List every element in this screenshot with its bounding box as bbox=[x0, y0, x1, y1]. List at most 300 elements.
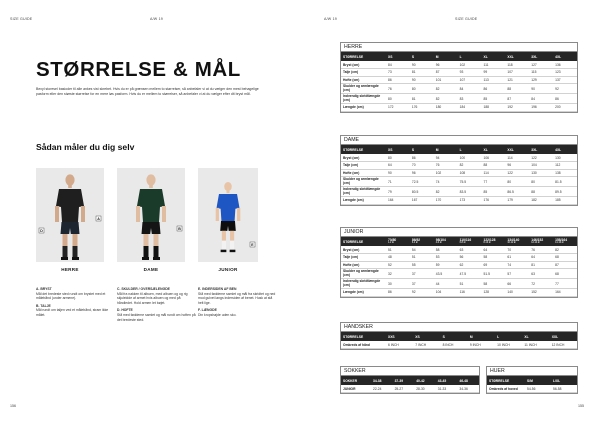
measure-heading: B. TALJE bbox=[36, 303, 51, 308]
measure-heading: F. LÆNGDE bbox=[198, 308, 217, 313]
row-label: JUNIOR bbox=[341, 385, 371, 393]
table-cell: 113 bbox=[482, 76, 506, 84]
table-cell: 128 bbox=[482, 289, 506, 297]
table-cell: 80 bbox=[410, 84, 434, 94]
table-cell: 51 bbox=[386, 246, 410, 254]
table-cell: 111 bbox=[482, 61, 506, 69]
measure-text: Din kropshøjde uden sko. bbox=[198, 312, 237, 317]
table-cell: 176 bbox=[482, 197, 506, 205]
table-hue bbox=[486, 366, 578, 394]
table-cell: 56 bbox=[458, 254, 482, 262]
table-cell: 100 bbox=[458, 154, 482, 162]
left-sock bbox=[222, 241, 226, 250]
column-header: 43-45 bbox=[436, 376, 458, 385]
table-cell: 81 bbox=[410, 94, 434, 104]
table-cell: 22-24 bbox=[371, 385, 393, 393]
table-cell: 54 bbox=[410, 246, 434, 254]
table-cell: 54-56 bbox=[525, 385, 551, 393]
measure-col-2 bbox=[117, 287, 197, 322]
column-header bbox=[410, 237, 434, 246]
column-header-age: 4-6 år bbox=[435, 242, 442, 245]
table-cell: 102 bbox=[458, 61, 482, 69]
left-shoe bbox=[221, 250, 227, 252]
row-label: Talje (cm) bbox=[341, 254, 386, 262]
shorts bbox=[220, 221, 236, 231]
table-cell: 164 bbox=[553, 289, 577, 297]
column-header-age: 10-12 år bbox=[507, 242, 516, 245]
table-cell: 44 bbox=[434, 279, 458, 289]
column-header: XXL bbox=[550, 332, 577, 341]
page-number-left: 156 bbox=[10, 404, 16, 408]
table-cell: 170 bbox=[434, 197, 458, 205]
how-to-measure-heading: Sådan måler du dig selv bbox=[36, 142, 135, 152]
right-arm bbox=[81, 206, 85, 222]
shirt bbox=[56, 189, 84, 222]
table-cell: 80 bbox=[529, 177, 553, 187]
table-cell: 82 bbox=[553, 246, 577, 254]
table-cell: 31-33 bbox=[436, 385, 458, 393]
left-thigh bbox=[222, 231, 226, 241]
table-cell: 76 bbox=[386, 84, 410, 94]
row-label: Skulder og armlængde (cm) bbox=[341, 84, 386, 94]
table-cell: 83 bbox=[458, 94, 482, 104]
table-cell: 96 bbox=[410, 169, 434, 177]
table-cell: 164 bbox=[386, 197, 410, 205]
table-cell: 64 bbox=[386, 162, 410, 170]
row-label: Skulder og armlængde (cm) bbox=[341, 269, 386, 279]
left-arm bbox=[136, 206, 140, 222]
table-cell: 127 bbox=[529, 61, 553, 69]
size-table bbox=[341, 237, 577, 297]
left-arm bbox=[216, 208, 219, 221]
row-label: Længde (cm) bbox=[341, 289, 386, 297]
column-header: S/M bbox=[525, 376, 551, 385]
table-cell: 77 bbox=[553, 279, 577, 289]
table-cell: 6 INCH bbox=[386, 341, 413, 349]
left-shoe bbox=[61, 257, 68, 260]
table-cell: 92 bbox=[410, 289, 434, 297]
table-row bbox=[341, 94, 577, 104]
table-cell: 136 bbox=[553, 61, 577, 69]
table-cell: 92 bbox=[553, 84, 577, 94]
table-cell: 122 bbox=[529, 154, 553, 162]
table-cell: 25-27 bbox=[393, 385, 415, 393]
column-header bbox=[341, 237, 386, 246]
column-header: XXS bbox=[386, 332, 413, 341]
table-cell: 56-58 bbox=[551, 385, 577, 393]
table-row bbox=[341, 104, 577, 112]
column-header-age: 6-8 år bbox=[459, 242, 466, 245]
column-header: 3XL bbox=[529, 52, 553, 61]
table-cell: 73 bbox=[386, 69, 410, 77]
column-header: SOKKER bbox=[341, 376, 371, 385]
table-cell: 74 bbox=[434, 177, 458, 187]
table-header-row bbox=[341, 52, 577, 61]
right-shoe bbox=[72, 257, 79, 260]
table-cell: 107 bbox=[458, 76, 482, 84]
table-cell: 30 bbox=[386, 279, 410, 289]
table-cell: 66 bbox=[505, 279, 529, 289]
table-cell: 69 bbox=[482, 261, 506, 269]
column-header-size: 70/80 bbox=[388, 238, 397, 243]
table-junior bbox=[340, 227, 578, 298]
table-cell: 34-36 bbox=[457, 385, 479, 393]
column-header: 4XL bbox=[553, 52, 577, 61]
column-header bbox=[553, 237, 577, 246]
column-header bbox=[434, 237, 458, 246]
table-cell: 82 bbox=[434, 94, 458, 104]
table-cell: 43.5 bbox=[434, 269, 458, 279]
table-row bbox=[487, 385, 577, 393]
table-row bbox=[341, 197, 577, 205]
column-header: STØRRELSE bbox=[341, 52, 386, 61]
table-title: DAME bbox=[341, 136, 577, 145]
right-sock bbox=[154, 246, 159, 257]
table-cell: 71 bbox=[386, 177, 410, 187]
table-cell: 47.5 bbox=[458, 269, 482, 279]
row-label: Hofte (cm) bbox=[341, 169, 386, 177]
table-cell: 89.5 bbox=[553, 187, 577, 197]
column-header: S bbox=[410, 52, 434, 61]
column-header: L/XL bbox=[551, 376, 577, 385]
measure-text: Mål fra nakken til albuen, med albuen og og rig skjuleidde af armet hvis albuen og med på håndledet. Hold armen let bøjet. bbox=[117, 291, 188, 305]
row-label: Hofte (cm) bbox=[341, 261, 386, 269]
table-cell: 90 bbox=[529, 84, 553, 94]
measure-text: Stå med fødderne samlet og mål rundt om hoften på det bredeste sted. bbox=[117, 312, 196, 322]
table-cell: 83.5 bbox=[458, 187, 482, 197]
table-cell: 173 bbox=[458, 197, 482, 205]
table-title: JUNIOR bbox=[341, 228, 577, 237]
table-cell: 94 bbox=[434, 154, 458, 162]
table-cell: 87 bbox=[553, 261, 577, 269]
table-cell: 172 bbox=[386, 104, 410, 112]
table-cell: 104 bbox=[529, 162, 553, 170]
size-table bbox=[341, 52, 577, 112]
column-header: 4XL bbox=[553, 145, 577, 154]
row-label: Omkreds af hånd bbox=[341, 341, 386, 349]
table-cell: 85 bbox=[482, 187, 506, 197]
table-cell: 86 bbox=[553, 94, 577, 104]
neck bbox=[68, 185, 72, 188]
photo-junior bbox=[198, 168, 258, 262]
table-cell: 62 bbox=[458, 261, 482, 269]
table-cell: 176 bbox=[410, 104, 434, 112]
table-cell: 84 bbox=[529, 94, 553, 104]
table-header-row bbox=[341, 145, 577, 154]
table-cell: 75.5 bbox=[458, 177, 482, 187]
column-header-age: 3-4 år bbox=[411, 242, 418, 245]
table-row bbox=[341, 162, 577, 170]
column-header: 37-39 bbox=[393, 376, 415, 385]
column-header: XS bbox=[386, 145, 410, 154]
row-label: Omkreds af hoved bbox=[487, 385, 525, 393]
table-cell: 102 bbox=[434, 169, 458, 177]
photo-herre bbox=[36, 168, 104, 262]
measure-heading: C. SKULDER / OVERSÆLENGDE bbox=[117, 287, 170, 291]
table-cell: 200 bbox=[553, 104, 577, 112]
size-table bbox=[487, 376, 577, 393]
table-row bbox=[341, 385, 479, 393]
measure-heading: E. INDERSIDEN AF BEN bbox=[198, 287, 237, 291]
table-cell: 64 bbox=[529, 254, 553, 262]
table-cell: 82 bbox=[434, 84, 458, 94]
table-cell: 88 bbox=[505, 84, 529, 94]
row-label: Indvendig skridtlængde (cm) bbox=[341, 94, 386, 104]
column-header bbox=[458, 237, 482, 246]
table-cell: 130 bbox=[553, 154, 577, 162]
table-handsker bbox=[340, 322, 578, 350]
table-cell: 80.5 bbox=[410, 187, 434, 197]
column-header-size: 110/116 bbox=[459, 238, 472, 243]
right-arm bbox=[237, 208, 240, 221]
column-header: XL bbox=[482, 52, 506, 61]
measure-text: Mål det bredeste sted rundt om brystet med et målebånd (under armene). bbox=[36, 291, 106, 301]
column-header: S bbox=[441, 332, 468, 341]
page-title: STØRRELSE & MÅL bbox=[36, 58, 241, 81]
table-cell: 80 bbox=[386, 154, 410, 162]
table-cell: 76 bbox=[434, 162, 458, 170]
table-cell: 58 bbox=[482, 254, 506, 262]
table-cell: 57 bbox=[505, 269, 529, 279]
table-row bbox=[341, 261, 577, 269]
table-cell: 180 bbox=[434, 104, 458, 112]
table-cell: 90 bbox=[410, 61, 434, 69]
size-table bbox=[341, 376, 479, 393]
row-label: Talje (cm) bbox=[341, 162, 386, 170]
column-header bbox=[505, 237, 529, 246]
table-header-row bbox=[341, 237, 577, 246]
row-label: Længde (cm) bbox=[341, 197, 386, 205]
table-cell: 63 bbox=[458, 246, 482, 254]
table-cell: 81 bbox=[410, 69, 434, 77]
table-cell: 90 bbox=[410, 76, 434, 84]
row-label: Skulder og armlængde (cm) bbox=[341, 177, 386, 187]
table-header-row bbox=[487, 376, 577, 385]
table-row bbox=[341, 177, 577, 187]
column-header: M bbox=[434, 52, 458, 61]
table-cell: 86 bbox=[386, 289, 410, 297]
person-figure bbox=[117, 168, 185, 262]
table-cell: 51 bbox=[458, 279, 482, 289]
table-cell: 122 bbox=[505, 169, 529, 177]
table-cell: 179 bbox=[505, 197, 529, 205]
table-cell: 68 bbox=[553, 269, 577, 279]
table-title: HERRE bbox=[341, 43, 577, 52]
table-cell: 185 bbox=[553, 197, 577, 205]
table-cell: 59 bbox=[434, 261, 458, 269]
left-arm bbox=[55, 206, 59, 222]
column-header: XL bbox=[482, 145, 506, 154]
table-cell: 11 INCH bbox=[522, 341, 549, 349]
shirt bbox=[217, 194, 240, 221]
table-row bbox=[341, 289, 577, 297]
table-cell: 130 bbox=[529, 169, 553, 177]
column-header: XXL bbox=[505, 145, 529, 154]
right-arm bbox=[162, 206, 166, 222]
right-sock bbox=[230, 241, 234, 250]
row-label: Bryst (cm) bbox=[341, 61, 386, 69]
photo-label-dame: DAME bbox=[143, 267, 159, 272]
table-cell: 84 bbox=[458, 84, 482, 94]
measure-heading: D. HOFTE bbox=[117, 308, 133, 313]
column-header-size: STØRRELSE bbox=[343, 239, 364, 244]
right-thigh bbox=[73, 234, 78, 246]
row-label: Talje (cm) bbox=[341, 69, 386, 77]
table-cell: 72.5 bbox=[410, 177, 434, 187]
table-cell: 108 bbox=[458, 169, 482, 177]
table-cell: 86.5 bbox=[505, 187, 529, 197]
size-table bbox=[341, 332, 577, 349]
table-row bbox=[341, 341, 577, 349]
row-label: Hofte (cm) bbox=[341, 76, 386, 84]
measure-marker-letter: B bbox=[178, 226, 181, 231]
column-header: L bbox=[458, 52, 482, 61]
shorts bbox=[61, 222, 80, 234]
photo-label-junior: JUNIOR bbox=[218, 267, 238, 272]
table-cell: 107 bbox=[505, 69, 529, 77]
person-figure bbox=[36, 168, 104, 262]
table-cell: 84 bbox=[386, 61, 410, 69]
table-cell: 121 bbox=[505, 76, 529, 84]
table-row bbox=[341, 76, 577, 84]
table-title: HANDSKER bbox=[341, 323, 577, 332]
table-cell: 104 bbox=[434, 289, 458, 297]
table-cell: 28-30 bbox=[414, 385, 436, 393]
table-cell: 167 bbox=[410, 197, 434, 205]
table-sokker bbox=[340, 366, 480, 394]
table-cell: 51.5 bbox=[482, 269, 506, 279]
measure-marker-letter: D bbox=[40, 228, 43, 233]
neck bbox=[149, 185, 153, 188]
measure-col-3 bbox=[198, 287, 278, 318]
table-cell: 12 INCH bbox=[550, 341, 577, 349]
column-header: XS bbox=[386, 52, 410, 61]
table-cell: 72 bbox=[529, 279, 553, 289]
right-thigh bbox=[230, 231, 234, 241]
head bbox=[65, 174, 74, 185]
table-cell: 88 bbox=[529, 187, 553, 197]
table-cell: 87 bbox=[505, 94, 529, 104]
table-cell: 77 bbox=[482, 177, 506, 187]
person-figure bbox=[198, 168, 258, 262]
table-cell: 118 bbox=[505, 61, 529, 69]
table-cell: 138 bbox=[553, 169, 577, 177]
table-cell: 79 bbox=[386, 187, 410, 197]
table-cell: 96 bbox=[434, 61, 458, 69]
table-cell: 80 bbox=[505, 177, 529, 187]
column-header: XXL bbox=[505, 52, 529, 61]
table-cell: 58 bbox=[482, 279, 506, 289]
head bbox=[224, 182, 232, 191]
photo-label-herre: HERRE bbox=[61, 267, 79, 272]
column-header-size: 122/128 bbox=[483, 238, 496, 243]
table-cell: 112 bbox=[553, 162, 577, 170]
neck bbox=[227, 191, 230, 193]
page-number-right: 155 bbox=[578, 404, 584, 408]
shorts bbox=[142, 222, 161, 234]
table-title: HUER bbox=[487, 367, 577, 376]
table-cell: 37 bbox=[410, 269, 434, 279]
table-cell: 123 bbox=[553, 69, 577, 77]
column-header bbox=[482, 237, 506, 246]
measure-marker-letter: A bbox=[97, 216, 100, 221]
table-cell: 87 bbox=[434, 69, 458, 77]
table-cell: 106 bbox=[482, 154, 506, 162]
table-title: SOKKER bbox=[341, 367, 479, 376]
table-cell: 52 bbox=[386, 261, 410, 269]
shirt bbox=[137, 189, 165, 222]
table-row bbox=[341, 69, 577, 77]
table-cell: 48 bbox=[386, 254, 410, 262]
table-cell: 8 INCH bbox=[441, 341, 468, 349]
column-header-size: 146/152 bbox=[531, 238, 544, 243]
measure-text: Mål rundt om taljen ved et målebånd, stram ikke målet. bbox=[36, 308, 109, 317]
column-header: XS bbox=[413, 332, 440, 341]
intro-text: Bexyl storesel basioder til alle ankes vist skrebet. Hvis du er på grænsen mellem to størrelser, så anbefaler vi at du vælger den mest behagelige pasform eller den største størrelse for en mere løs pasform. Hvis du er mellem to størrelser, så anbefaler vi at du vælger efter dit bryst mål. bbox=[36, 87, 259, 97]
table-cell: 86 bbox=[482, 84, 506, 94]
measure-text: Stå med fødderne samlet og mål fra skridtet og ned mod gulvet langs indersiden af benet. Husk at stå helt lige. bbox=[198, 291, 276, 305]
column-header: 46-48 bbox=[457, 376, 479, 385]
table-cell: 55 bbox=[410, 261, 434, 269]
table-cell: 32 bbox=[386, 269, 410, 279]
table-cell: 82 bbox=[458, 162, 482, 170]
table-cell: 99 bbox=[482, 69, 506, 77]
table-row bbox=[341, 84, 577, 94]
table-row bbox=[341, 269, 577, 279]
column-header: XL bbox=[522, 332, 549, 341]
table-cell: 93 bbox=[458, 69, 482, 77]
table-cell: 90 bbox=[386, 169, 410, 177]
table-cell: 116 bbox=[458, 289, 482, 297]
column-header: STØRRELSE bbox=[487, 376, 525, 385]
table-cell: 51 bbox=[410, 254, 434, 262]
header-center-left: A/W 19 bbox=[150, 17, 163, 21]
table-cell: 58 bbox=[434, 246, 458, 254]
column-header-age: 1-2 år bbox=[388, 242, 395, 245]
table-cell: 70 bbox=[410, 162, 434, 170]
table-header-row bbox=[341, 332, 577, 341]
table-dame bbox=[340, 135, 578, 206]
table-cell: 37 bbox=[410, 279, 434, 289]
column-header-size: 86/92 bbox=[411, 238, 421, 243]
table-row bbox=[341, 187, 577, 197]
column-header bbox=[529, 237, 553, 246]
measure-marker-letter: E bbox=[251, 242, 254, 247]
left-sock bbox=[144, 246, 149, 257]
row-label: Bryst (cm) bbox=[341, 154, 386, 162]
right-sock bbox=[73, 246, 78, 257]
table-cell: 101 bbox=[434, 76, 458, 84]
table-cell: 61 bbox=[505, 254, 529, 262]
row-label: Længde (cm) bbox=[341, 104, 386, 112]
table-cell: 9 INCH bbox=[468, 341, 495, 349]
table-row bbox=[341, 246, 577, 254]
column-header-size: 158/164 bbox=[555, 238, 568, 243]
header-center-right: A/W 19 bbox=[324, 17, 337, 21]
table-cell: 68 bbox=[553, 254, 577, 262]
column-header: 3XL bbox=[529, 145, 553, 154]
table-cell: 182 bbox=[529, 197, 553, 205]
column-header: M bbox=[468, 332, 495, 341]
table-cell: 129 bbox=[529, 76, 553, 84]
table-cell: 115 bbox=[529, 69, 553, 77]
column-header-age: 12-14 år bbox=[531, 242, 540, 245]
column-header-age: 8-10 år bbox=[483, 242, 491, 245]
table-cell: 81 bbox=[529, 261, 553, 269]
header-right: SIZE GUIDE bbox=[455, 17, 478, 21]
measure-col-1 bbox=[36, 287, 116, 318]
table-row bbox=[341, 154, 577, 162]
